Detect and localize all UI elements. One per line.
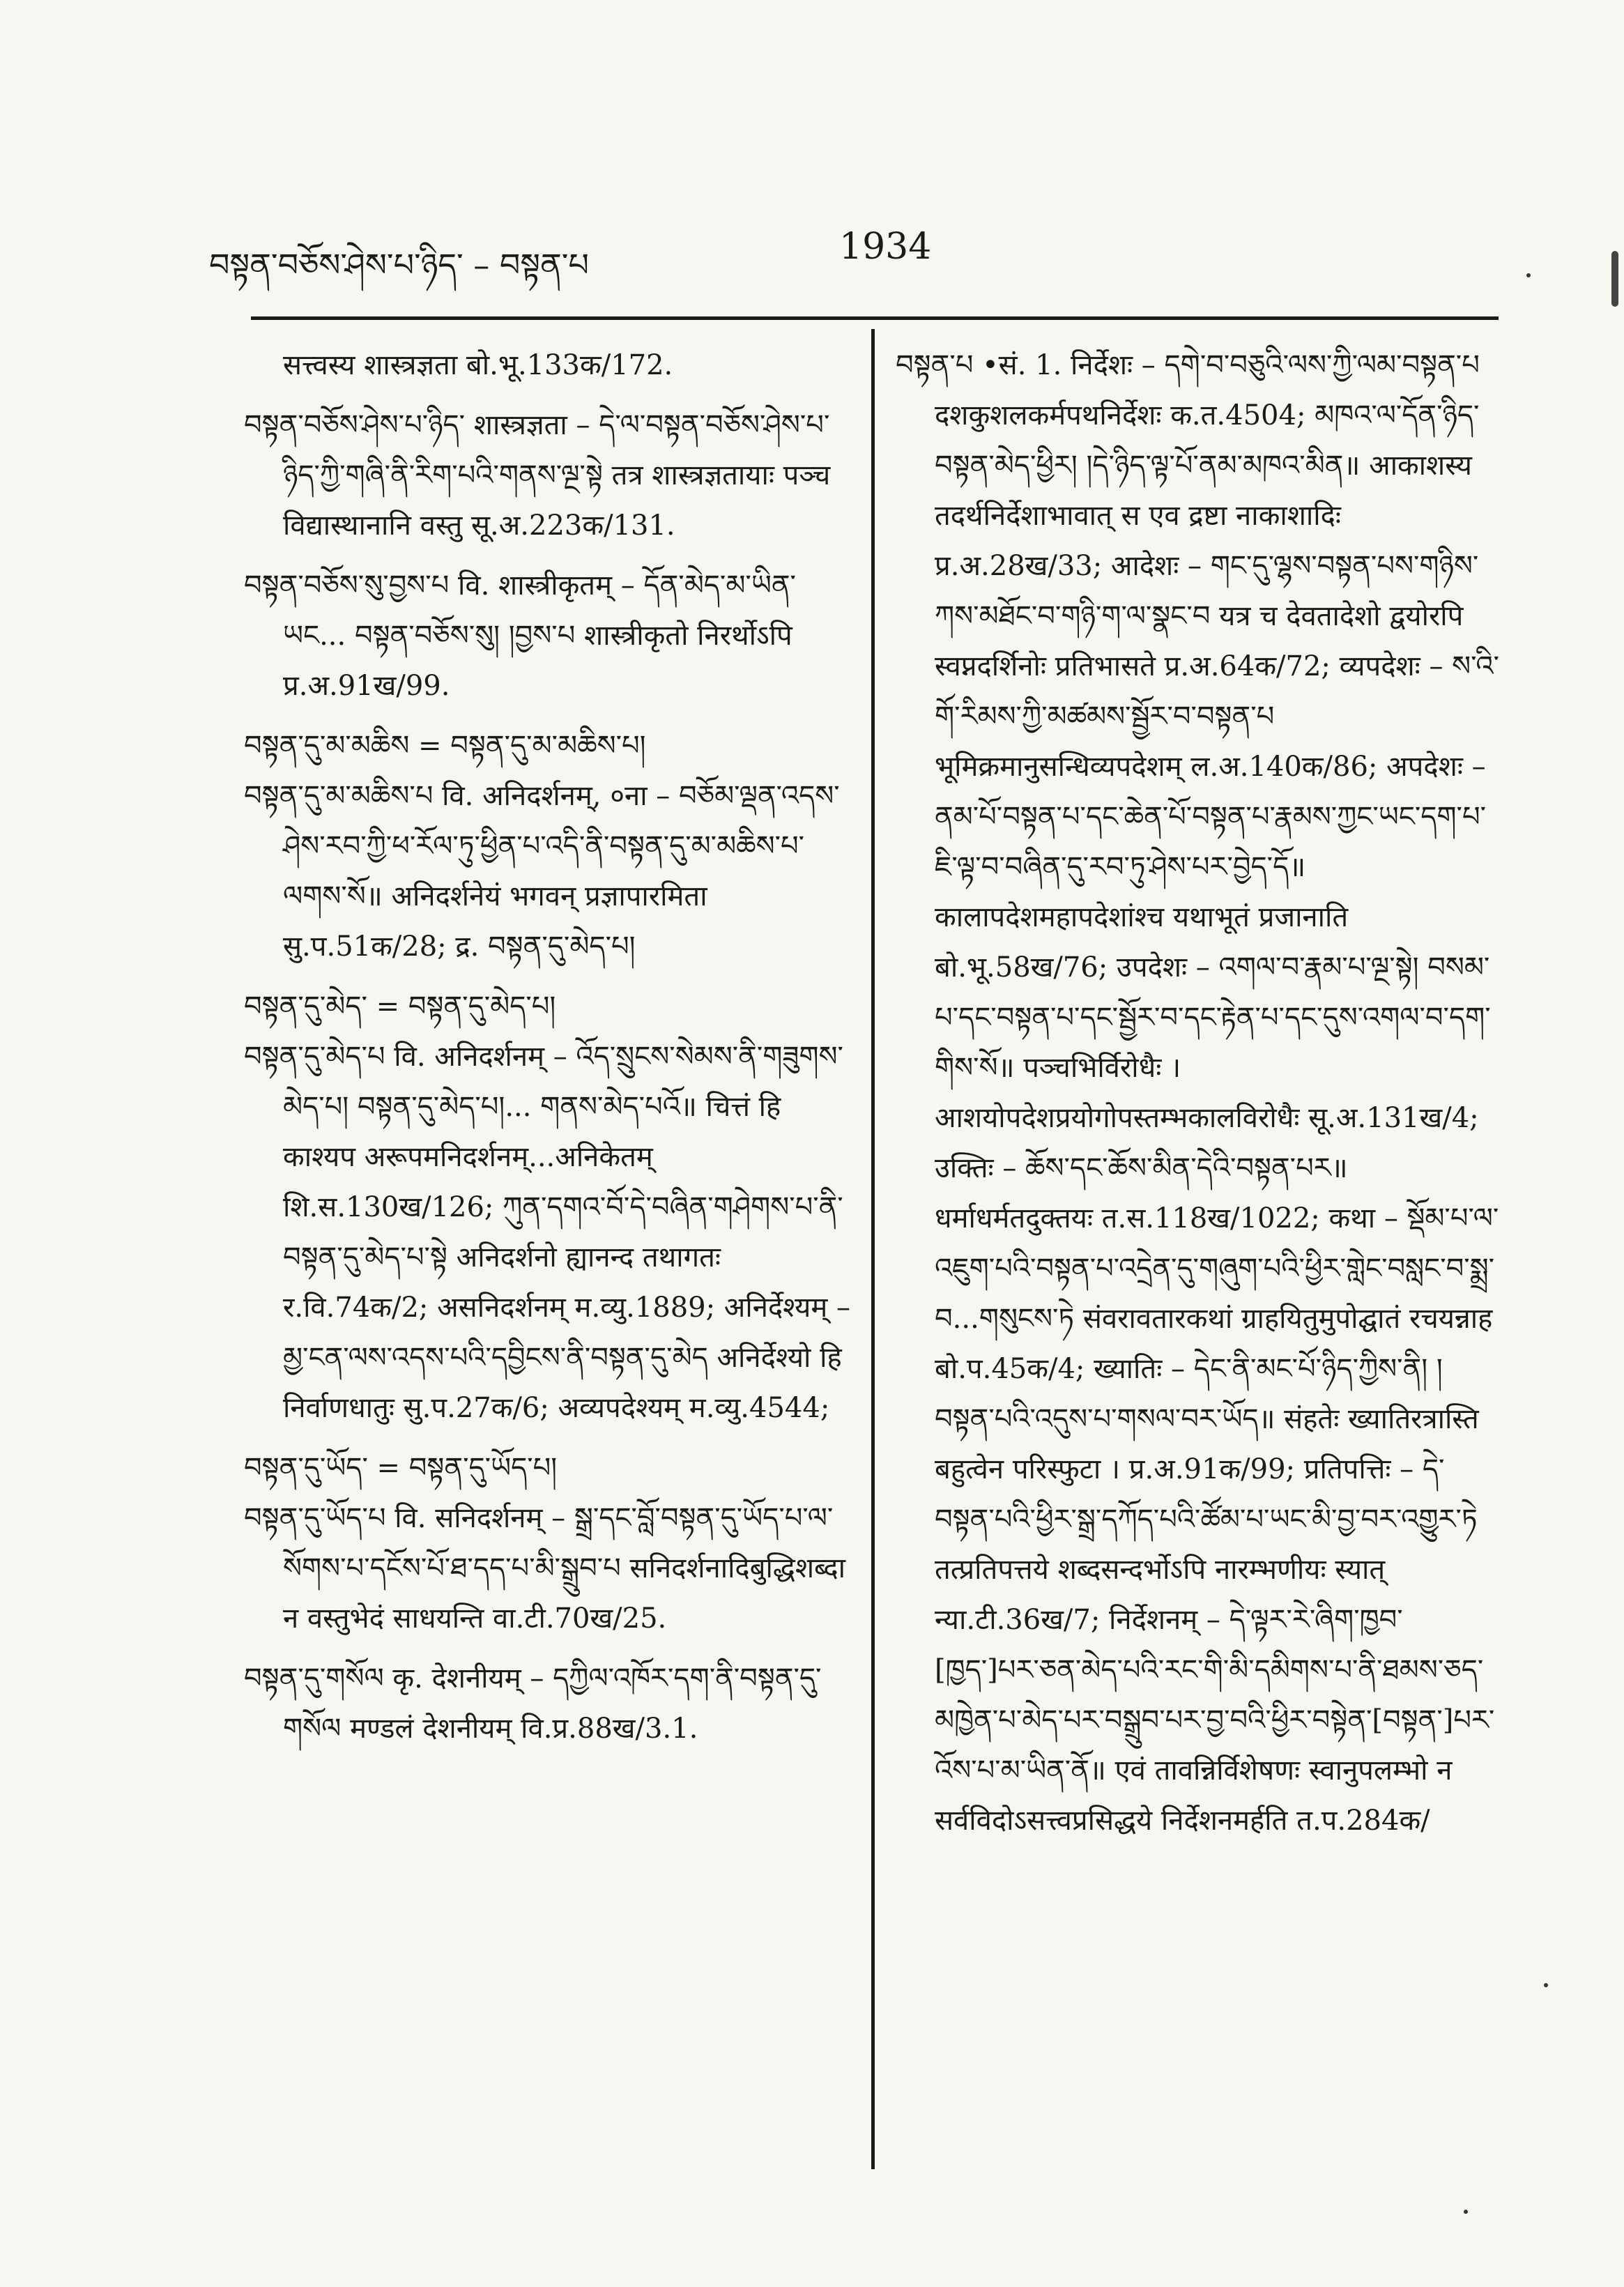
column-divider: [871, 329, 875, 2169]
scan-speck: [1464, 2210, 1468, 2214]
dictionary-entry: सत्त्वस्य शास्त्रज्ञता बो.भू.133क/172.: [283, 349, 673, 381]
page-number: 1934: [839, 226, 932, 268]
dictionary-entry: བསྟན་དུ་ཡོད་ = བསྟན་དུ་ཡོད་པ།: [244, 1452, 558, 1484]
dictionary-entry: བསྟན་དུ་མེད་པ वि. अनिदर्शनम् – འོད་སྲུངས་སེམས་ནི་གཟུགས་མེད་པ། བསྟན་དུ་མེད་པ།... གནས་མེད་པའོ॥ चित्तं हि काश्यप अरूपमनिदर्शनम्...अनिकेतम् शि.स.130ख/126; ཀུན་དགའ་བོ་དེ་བཞིན་གཤེགས་པ་ནི་བསྟན་དུ་མེད་པ་སྟེ अनिदर्शनो ह्यानन्द तथागतः र.वि.74क/2; असनिदर्शनम् म.व्यु.1889; अनिर्देश्यम् – མྱ་ངན་ལས་འདས་པའི་དབྱིངས་ནི་བསྟན་དུ་མེད अनिर्देश्यो हि निर्वाणधातुः सु.प.27क/6; अव्यपदेश्यम् म.व्यु.4544;: [244, 1041, 850, 1424]
dictionary-entry: བསྟན་བཅོས་སུ་བྱས་པ वि. शास्त्रीकृतम् – དོན་མེད་མ་ཡིན་ཡང... བསྟན་བཅོས་སུ། །བྱས་པ शास्त्रीकृतो निरर्थोऽपि प्र.अ.91ख/99.: [244, 569, 796, 702]
dictionary-entry: བསྟན་དུ་མ་མཆིས = བསྟན་དུ་མ་མཆིས་པ།: [244, 730, 646, 762]
page-header: [209, 209, 1499, 286]
dictionary-entry: བསྟན་པ •सं. 1. निर्देशः – དགེ་བ་བཅུའི་ལས་ཀྱི་ལམ་བསྟན་པ दशकुशलकर्मपथनिर्देशः क.त.4504; མཁའ་ལ་དོན་ཉིད་བསྟན་མེད་ཕྱིར། །དེ་ཉིད་ལྟ་པོ་ནམ་མཁའ་མིན॥ आकाशस्य तदर्थनिर्देशाभावात् स एव द्रष्टा नाकाशादिः प्र.अ.28ख/33; आदेशः – གང་དུ་ལྷས་བསྟན་པས་གཉིས་ཀས་མཐོང་བ་གཉི་ག་ལ་སྣང་བ यत्र च देवतादेशो द्वयोरपि स्वप्नदर्शिनोः प्रतिभासते प्र.अ.64क/72; व्यपदेशः – ས་འི་གོ་རིམས་ཀྱི་མཚམས་སྦྱོར་བ་བསྟན་པ भूमिक्रमानुसन्धिव्यपदेशम् ल.अ.140क/86; अपदेशः – ནམ་པོ་བསྟན་པ་དང་ཆེན་པོ་བསྟན་པ་རྣམས་ཀྱང་ཡང་དག་པ་ཇི་ལྟ་བ་བཞིན་དུ་རབ་ཏུ་ཤེས་པར་བྱེད་དོ॥ कालापदेशमहापदेशांश्च यथाभूतं प्रजानाति बो.भू.58ख/76; उपदेशः – འགལ་བ་རྣམ་པ་ལྔ་སྟེ། བསམ་པ་དང་བསྟན་པ་དང་སྦྱོར་བ་དང་རྟེན་པ་དང་དུས་འགལ་བ་དག་གིས་སོ॥ पञ्चभिर्विरोधैः । आशयोपदेशप्रयोगोपस्तम्भकालविरोधैः सू.अ.131ख/4; उक्तिः – ཆོས་དང་ཆོས་མིན་དེའི་བསྟན་པར॥ धर्माधर्मतदुक्तयः त.स.118ख/1022; कथा – སྡོམ་པ་ལ་འཇུག་པའི་བསྟན་པ་འདྲེན་དུ་གཞུག་པའི་ཕྱིར་གླེང་བསླང་བ་སྨྲ་བ...གསུངས་ཏེ संवरावतारकथां ग्राहयितुमुपोद्घातं रचयन्नाह बो.प.45क/4; ख्यातिः – དེང་ནི་མང་པོ་ཉིད་ཀྱིས་ནི། །བསྟན་པའི་འདུས་པ་གསལ་བར་ཡོད॥ संहतेः ख्यातिरत्रास्ति बहुत्वेन परिस्फुटा । प्र.अ.91क/99; प्रतिपत्तिः – དེ་བསྟན་པའི་ཕྱིར་སྒྲ་དཀོད་པའི་ཚོམ་པ་ཡང་མི་བྱ་བར་འགྱུར་ཏེ तत्प्रतिपत्तये शब्दसन्दर्भोऽपि नारम्भणीयः स्यात् न्या.टी.36ख/7; निर्देशनम् – དེ་ལྟར་རེ་ཞིག་ཁྱབ་[ཁྱད་]པར་ཅན་མེད་པའི་རང་གི་མི་དམིགས་པ་ནི་ཐམས་ཅད་མཁྱེན་པ་མེད་པར་བསྒྲུབ་པར་བྱ་བའི་ཕྱིར་བསྟེན་[བསྟན་]པར་འོས་པ་མ་ཡིན་ནོ॥ एवं तावन्निर्विशेषणः स्वानुपलम्भो न सर्वविदोऽसत्त्वप्रसिद्धये निर्देशनमर्हति त.प.284क/: [896, 349, 1499, 1837]
dictionary-entry: བསྟན་དུ་མ་མཆིས་པ वि. अनिदर्शनम्, ०ना – བཅོམ་ལྡན་འདས་ཤེས་རབ་ཀྱི་ཕ་རོལ་ཏུ་ཕྱིན་པ་འདི་ནི་བསྟན་དུ་མ་མཆིས་པ་ལགས་སོ॥ अनिदर्शनेयं भगवन् प्रज्ञापारमिता सु.प.51क/28; द्र. བསྟན་དུ་མེད་པ།: [244, 780, 840, 963]
scan-edge-mark: [1611, 251, 1618, 307]
dictionary-entry: བསྟན་དུ་ཡོད་པ वि. सनिदर्शनम् – སྒྲ་དང་བློ་བསྟན་དུ་ཡོད་པ་ལ་སོགས་པ་དངོས་པོ་ཐ་དད་པ་མི་སྒྲུབ་པ सनिदर्शनादिबुद्धिशब्दा न वस्तुभेदं साधयन्ति वा.टी.70ख/25.: [244, 1502, 845, 1635]
dictionary-entry: བསྟན་དུ་མེད་ = བསྟན་དུ་མེད་པ།: [244, 990, 556, 1023]
header-rule: [251, 316, 1499, 320]
running-head: བསྟན་བཅོས་ཤེས་པ་ཉིད་ – བསྟན་པ: [209, 246, 589, 284]
scan-speck: [1544, 1983, 1548, 1987]
right-column: [896, 340, 1502, 1846]
left-column: [244, 340, 857, 1754]
dictionary-entry: བསྟན་བཅོས་ཤེས་པ་ཉིད་ शास्त्रज्ञता – དེ་ལ་བསྟན་བཅོས་ཤེས་པ་ཉིད་ཀྱི་གཞི་ནི་རིག་པའི་གནས་ལྔ་སྟེ तत्र शास्त्रज्ञतायाः पञ्च विद्यास्थानानि वस्तु सू.अ.223क/131.: [244, 409, 831, 542]
dictionary-entry: བསྟན་དུ་གསོལ कृ. देशनीयम् – དཀྱིལ་འཁོར་དག་ནི་བསྟན་དུ་གསོལ मण्डलं देशनीयम् वि.प्र.88ख/3.1.: [244, 1662, 822, 1745]
scan-speck: [1526, 273, 1531, 277]
